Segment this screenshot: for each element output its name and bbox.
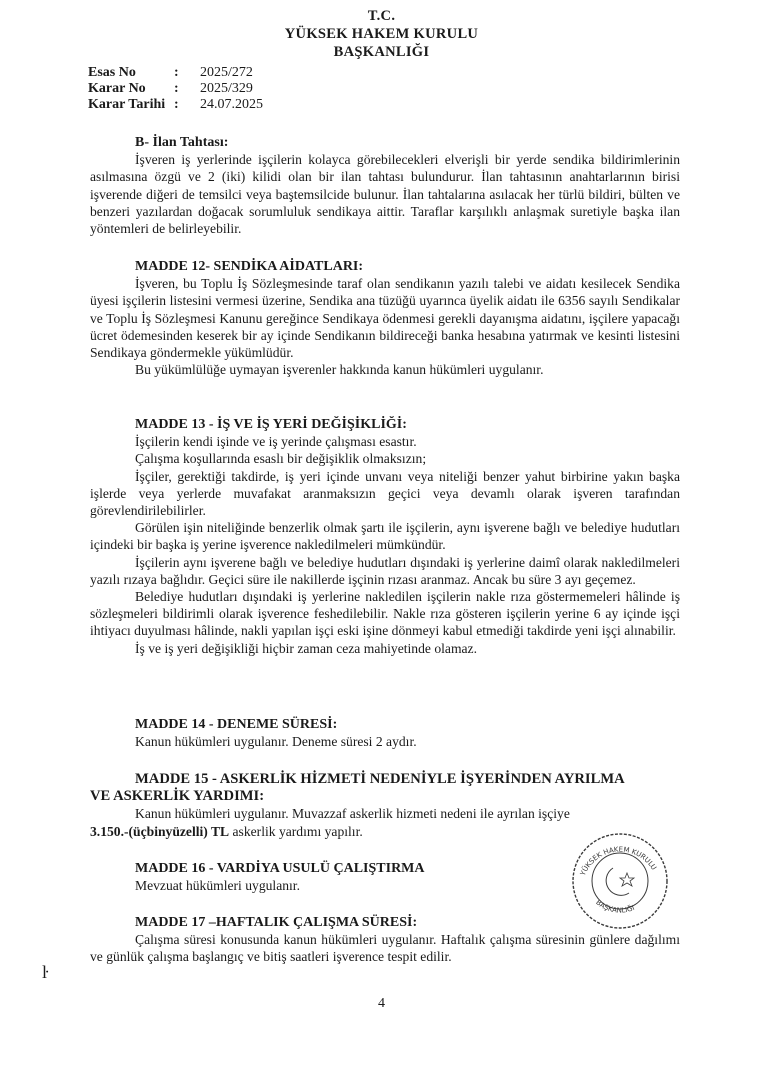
paragraph: İşveren iş yerlerinde işçilerin kolayca görebilecekleri elverişli bir yerde sendika bildirimlerinin asılmasına özgü ve 2 (iki) kilidi olan bir ilan tahtası bulundurur. İlan tahtasının anahtarlarının birisi işverende diğeri de temsilci veya baştemsilcide bulunur. İlan tahtalarına asılacak her türlü bildiri, bülten ve benzeri yazılardan doğacak sorumluluk sendikaya aittir. Taraflar karşılıklı anlaşmak suretiyle başka ilan yöntemleri de belirleyebilir. (90, 152, 680, 237)
header-line-board: YÜKSEK HAKEM KURULU (284, 26, 479, 42)
case-meta (88, 65, 263, 113)
margin-mark: ŀ (42, 962, 49, 982)
section-heading: B- İlan Tahtası: (135, 135, 229, 150)
meta-sep: : (174, 65, 179, 80)
header-line-tc: T.C. (367, 8, 396, 24)
meta-row-tarih (88, 97, 263, 113)
paragraph: İşçiler, gerektiği takdirde, iş yeri içinde unvanı veya niteliği benzer yahut birbirine yakın başka işlerde veya yerlerde muvafakat aranmaksızın geçici veya devamlı olarak işveren tarafından görevlendirilebilirler. (90, 468, 680, 519)
paragraph: İşveren, bu Toplu İş Sözleşmesinde taraf olan sendikanın yazılı talebi ve aidatı kesilecek Sendika üyesi işçilerin listesini vermesi üzerine, Sendika ana tüzüğü uyarınca üyelik aidatı ile 6356 sayılı Sendikalar ve Toplu İş Sözleşmesi Kanunu gereğince Sendikaya ödenmesi gerekli dayanışma aidatını, işçilere yapacağı ücret ödemesinden keserek bir ay içinde Sendikanın bildireceği banka hesabına yatırmak ve kesinti listesini Sendikaya göndermekle yükümlüdür. (90, 276, 680, 361)
section-heading: MADDE 14 - DENEME SÜRESİ: (135, 717, 338, 732)
official-seal-icon (565, 823, 675, 933)
meta-key: Karar Tarihi (88, 97, 166, 112)
meta-sep: : (174, 81, 179, 96)
paragraph: Çalışma süresi konusunda kanun hükümleri uygulanır. Haftalık çalışma süresinin günlere dağılımı ve günlük çalışma başlangıç ve bitiş saatleri işverence tespit edilir. (90, 932, 680, 965)
section-heading: MADDE 15 - ASKERLİK HİZMETİ NEDENİYLE İŞYERİNDEN AYRILMA (135, 771, 625, 787)
meta-sep: : (174, 97, 179, 112)
section-heading: MADDE 12- SENDİKA AİDATLARI: (135, 259, 364, 274)
meta-row-karar (88, 81, 263, 97)
paragraph-text: Kanun hükümleri uygulanır. Muvazzaf askerlik hizmeti nedeni ile ayrılan işçiye (135, 806, 570, 822)
section-madde-14 (90, 716, 680, 750)
section-ilan-tahtasi (90, 134, 680, 237)
meta-key: Karar No (88, 81, 146, 96)
svg-text:BAŞKANLIĞI: BAŞKANLIĞI (594, 898, 636, 915)
paragraph: Mevzuat hükümleri uygulanır. (135, 878, 300, 894)
section-heading: MADDE 17 –HAFTALIK ÇALIŞMA SÜRESİ: (135, 915, 418, 930)
section-madde-12 (90, 258, 680, 378)
section-heading: MADDE 13 - İŞ VE İŞ YERİ DEĞİŞİKLİĞİ: (135, 417, 407, 432)
meta-value: 2025/329 (200, 81, 253, 96)
page-number: 4 (378, 996, 385, 1011)
meta-key: Esas No (88, 65, 136, 80)
section-heading-cont: VE ASKERLİK YARDIMI: (90, 788, 265, 805)
amount-text: 3.150.-(üçbinyüzelli) TL (90, 823, 230, 839)
paragraph: İşçilerin aynı işverene bağlı ve belediye hudutları dışındaki iş yerlerine daimî olarak nakledilmeleri yazılı rızaya bağlıdır. Geçici süre ile nakillerde işçinin rızası aranmaz. Ancak bu süre 3 ayı geçemez. (90, 554, 680, 587)
paragraph: İşçilerin kendi işinde ve iş yerinde çalışması esastır. (135, 434, 417, 450)
paragraph: Görülen işin niteliğinde benzerlik olmak şartı ile işçilerin, aynı işverene bağlı ve belediye hudutları içindeki bir başka iş yerine işverence nakledilmeleri mümkündür. (90, 520, 680, 553)
section-heading: MADDE 16 - VARDİYA USULÜ ÇALIŞTIRMA (135, 861, 425, 876)
paragraph: Kanun hükümleri uygulanır. Deneme süresi 2 aydır. (135, 734, 417, 750)
header-line-presidency: BAŞKANLIĞI (333, 44, 430, 60)
meta-value: 2025/272 (200, 65, 253, 80)
paragraph: İş ve iş yeri değişikliği hiçbir zaman ceza mahiyetinde olamaz. (135, 640, 477, 656)
paragraph: Çalışma koşullarında esaslı bir değişiklik olmaksızın; (135, 451, 427, 467)
section-madde-13 (90, 416, 680, 657)
paragraph: Belediye hudutları dışındaki iş yerlerine nakledilen işçilerin nakle rıza göstermemeleri hâlinde iş sözleşmeleri bildirimli olarak işverence feshedilebilir. Nakle rıza gösteren işçilerin yerine 6 ay içinde işçi ihtiyacı duyulması hâlinde, nakli yapılan işçi eski işine dönmeyi kabul etmediği takdirde yeni işçi alınabilir. (90, 589, 680, 639)
paragraph: Bu yükümlülüğe uymayan işverenler hakkında kanun hükümleri uygulanır. (135, 362, 544, 378)
svg-text:YÜKSEK HAKEM KURULU: YÜKSEK HAKEM KURULU (578, 845, 658, 877)
meta-row-esas (88, 65, 263, 81)
paragraph-text: askerlik yardımı yapılır. (229, 823, 363, 839)
meta-value: 24.07.2025 (200, 97, 263, 112)
